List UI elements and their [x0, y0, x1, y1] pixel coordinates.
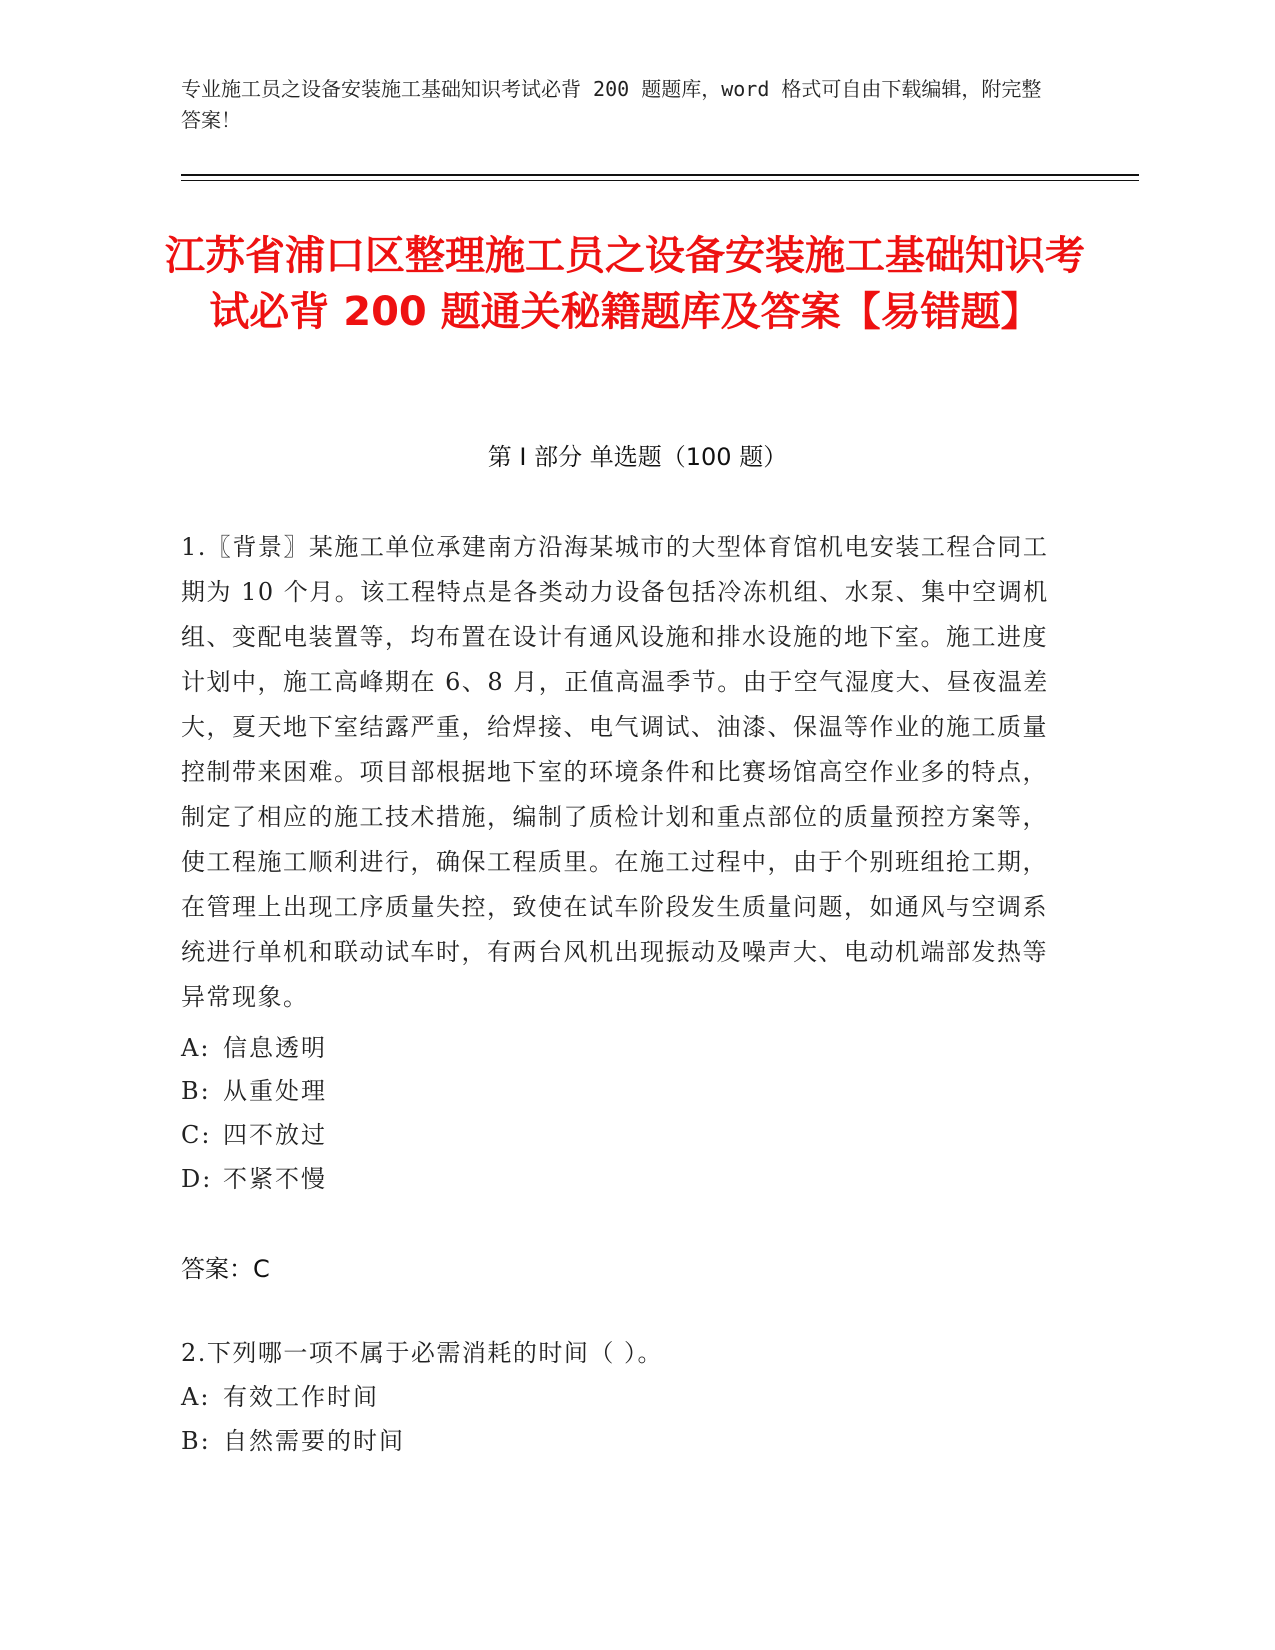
option-text: 不紧不慢 [223, 1165, 327, 1193]
document-title: 江苏省浦口区整理施工员之设备安装施工基础知识考试必背 200 题通关秘籍题库及答案【易错题】 [165, 233, 1085, 335]
question-2-option-a [181, 1380, 781, 1414]
option-key: B: [181, 1427, 211, 1455]
question-1-option-b [181, 1074, 781, 1108]
question-1-option-c [181, 1118, 781, 1152]
option-key: B: [181, 1077, 211, 1105]
option-text: 从重处理 [223, 1077, 327, 1105]
option-key: A: [181, 1034, 211, 1062]
question-1-option-d [181, 1162, 781, 1196]
option-key: D: [181, 1165, 213, 1193]
question-2-stem: 2.下列哪一项不属于必需消耗的时间（ ）。 [181, 1339, 664, 1367]
option-key: C: [181, 1121, 212, 1149]
section-title: 第 I 部分 单选题（100 题） [487, 443, 788, 471]
option-text: 四不放过 [223, 1121, 327, 1149]
question-1-answer: 答案：C [181, 1255, 270, 1283]
option-text: 有效工作时间 [223, 1383, 379, 1411]
header-divider-thin [181, 180, 1139, 181]
question-1-option-a [181, 1031, 781, 1065]
header-note: 专业施工员之设备安装施工基础知识考试必背 200 题题库，word 格式可自由下载编辑，附完整答案！ [181, 77, 1042, 132]
option-key: A: [181, 1383, 211, 1411]
question-1-stem: 1.〖背景〗某施工单位承建南方沿海某城市的大型体育馆机电安装工程合同工期为 10 个月。该工程特点是各类动力设备包括冷冻机组、水泵、集中空调机组、变配电装置等，均布置在设计有通风设施和排水设施的地下室。施工进度计划中，施工高峰期在 6、8 月，正值高温季节。由于空气湿度大、昼夜温差大，夏天地下室结露严重，给焊接、电气调试、油漆、保温等作业的施工质量控制带来困难。项目部根据地下室的环境条件和比赛场馆高空作业多的特点，制定了相应的施工技术措施，编制了质检计划和重点部位的质量预控方案等，使工程施工顺利进行，确保工程质里。在施工过程中，由于个别班组抢工期，在管理上出现工序质量失控，致使在试车阶段发生质量问题，如通风与空调系统进行单机和联动试车时，有两台风机出现振动及噪声大、电动机端部发热等异常现象。 [181, 533, 1049, 1011]
option-text: 信息透明 [223, 1034, 327, 1062]
question-2-option-b [181, 1424, 781, 1458]
option-text: 自然需要的时间 [223, 1427, 405, 1455]
header-divider-thick [181, 174, 1139, 176]
